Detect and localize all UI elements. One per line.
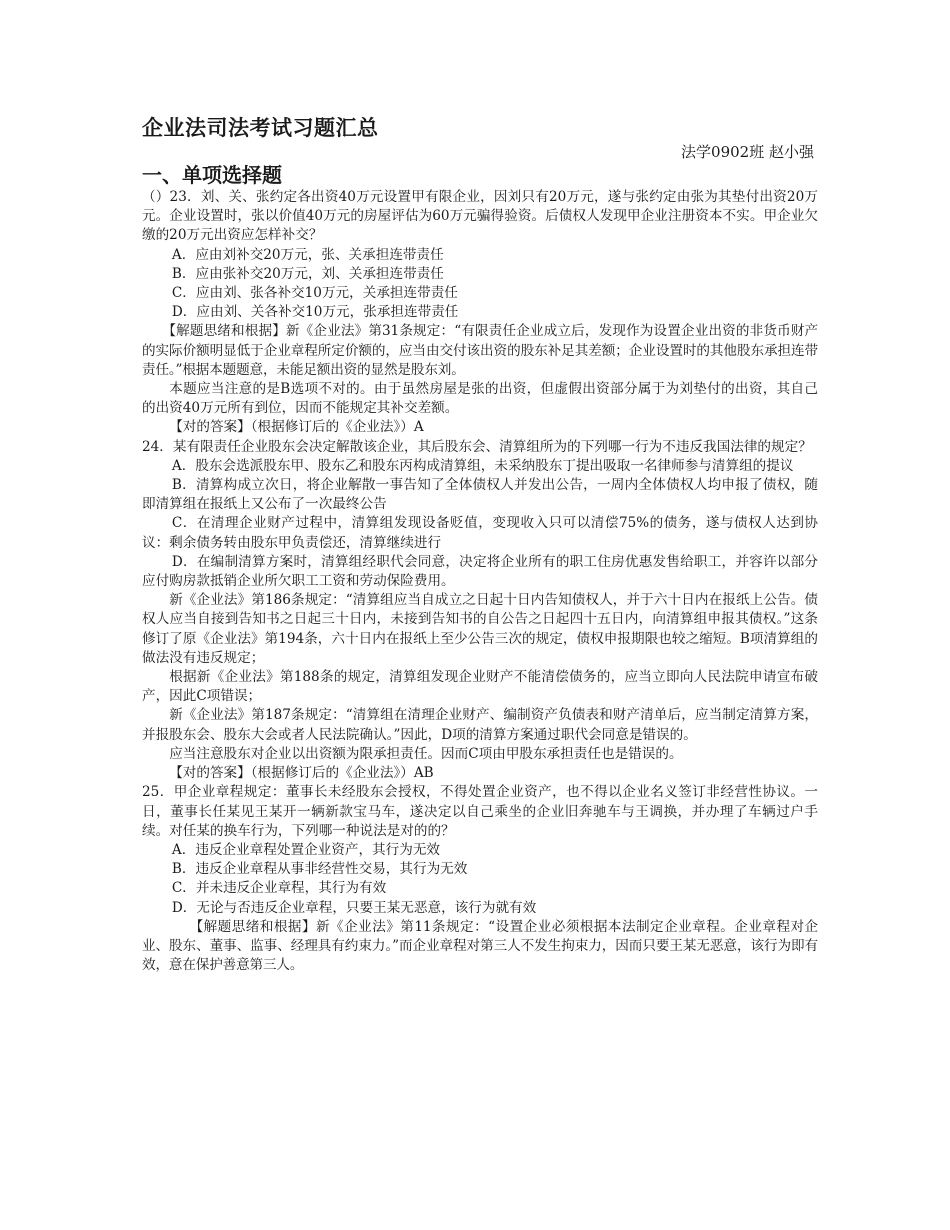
- option-d: D．无论与否违反企业章程，只要王某无恶意，该行为就有效: [171, 899, 537, 916]
- option-a: A．股东会选派股东甲、股东乙和股东丙构成清算组，未采纳股东丁提出吸取一名律师参与清算组的提议: [171, 457, 794, 474]
- option-c: C．在清理企业财产过程中，清算组发现设备贬值，变现收入只可以清偿75%的债务，遂与债权人达到协议：剩余债务转由股东甲负责偿还，清算继续进行: [142, 515, 818, 551]
- question-stem: 25．甲企业章程规定：董事长未经股东会授权，不得处置企业资产，也不得以企业名义签订非经营性协议。一日，董事长任某见王某开一辆新款宝马车，遂决定以自己乘坐的企业旧奔驰车与王调换，并办理了车辆过户手续。对任某的换车行为，下列哪一种说法是对的的？: [142, 784, 818, 839]
- option-c: C．应由刘、张各补交10万元，关承担连带责任: [171, 285, 458, 302]
- question-stem: 24．某有限责任企业股东会决定解散该企业，其后股东会、清算组所为的下列哪一行为不违反我国法律的规定？: [142, 438, 812, 455]
- option-a: A．违反企业章程处置企业资产，其行为无效: [171, 841, 441, 858]
- question-stem: （）23．刘、关、张约定各出资40万元设置甲有限企业，因刘只有20万元，遂与张约定由张为其垫付出资20万元。企业设置时，张以价值40万元的房屋评估为60万元骗得验资。后债权人发现甲企业注册资本不实。甲企业欠缴的20万元出资应怎样补交？: [142, 189, 818, 244]
- analysis: 【解题思绪和根据】新《企业法》第31条规定：“有限责任企业成立后，发现作为设置企业出资的非货币财产的实际价额明显低于企业章程所定价额的，应当由交付该出资的股东补足其差额；企业设置时的其他股东承担连带责任。”根据本题题意，未能足额出资的显然是股东刘。: [142, 323, 818, 378]
- option-d: D．在编制清算方案时，清算组经职代会同意，决定将企业所有的职工住房优惠发售给职工，并容许以部分应付购房款抵销企业所欠职工工资和劳动保险费用。: [142, 553, 818, 590]
- analysis-article-187: 新《企业法》第187条规定：“清算组在清理企业财产、编制资产负债表和财产清单后，应当制定清算方案，并报股东会、股东大会或者人民法院确认。”因此，D项的清算方案通过职代会同意是错误的。: [142, 707, 818, 743]
- option-b: B．清算构成立次日，将企业解散一事告知了全体债权人并发出公告，一周内全体债权人均申报了债权，随即清算组在报纸上又公布了一次最终公告: [142, 477, 818, 513]
- document-page: [142, 114, 818, 975]
- analysis-article-186: 新《企业法》第186条规定：“清算组应当自成立之日起十日内告知债权人，并于六十日内在报纸上公告。债权人应当自接到告知书之日起三十日内，未接到告知书的自公告之日起四十五日内，向清算组申报其债权。”这条修订了原《企业法》第194条，六十日内在报纸上至少公告三次的规定，债权申报期限也较之缩短。B项清算组的做法没有违反规定；: [142, 592, 818, 666]
- author-line: 法学0902班 赵小强: [681, 143, 814, 161]
- question-23: [142, 188, 818, 438]
- option-b: B．应由张补交20万元，刘、关承担连带责任: [171, 265, 444, 282]
- note: 应当注意股东对企业以出资额为限承担责任。因而C项由甲股东承担责任也是错误的。: [169, 745, 683, 762]
- option-b: B．违反企业章程从事非经营性交易，其行为无效: [171, 861, 468, 878]
- analysis: 【解题思绪和根据】新《企业法》第11条规定：“设置企业必须根据本法制定企业章程。企业章程对企业、股东、董事、监事、经理具有约束力。”而企业章程对第三人不发生拘束力，因而只要王某无恶意，该行为即有效，意在保护善意第三人。: [142, 918, 818, 974]
- question-24: [142, 438, 818, 784]
- answer: 【对的答案】（根据修订后的《企业法》）AB: [169, 765, 434, 782]
- answer: 【对的答案】（根据修订后的《企业法》）A: [169, 419, 424, 436]
- note: 本题应当注意的是B选项不对的。由于虽然房屋是张的出资，但虚假出资部分属于为刘垫付的出资，其自己的出资40万元所有到位，因而不能规定其补交差额。: [142, 381, 818, 417]
- question-25: [142, 783, 818, 975]
- analysis-article-188: 根据新《企业法》第188条的规定，清算组发现企业财产不能清偿债务的，应当立即向人民法院申请宣布破产，因此C项错误；: [142, 669, 818, 705]
- option-d: D．应由刘、关各补交10万元，张承担连带责任: [171, 304, 459, 321]
- document-title: 企业法司法考试习题汇总: [142, 116, 379, 140]
- section-heading: 一、单项选择题: [142, 163, 282, 187]
- option-c: C．并未违反企业章程，其行为有效: [171, 880, 387, 897]
- option-a: A．应由刘补交20万元，张、关承担连带责任: [171, 246, 444, 263]
